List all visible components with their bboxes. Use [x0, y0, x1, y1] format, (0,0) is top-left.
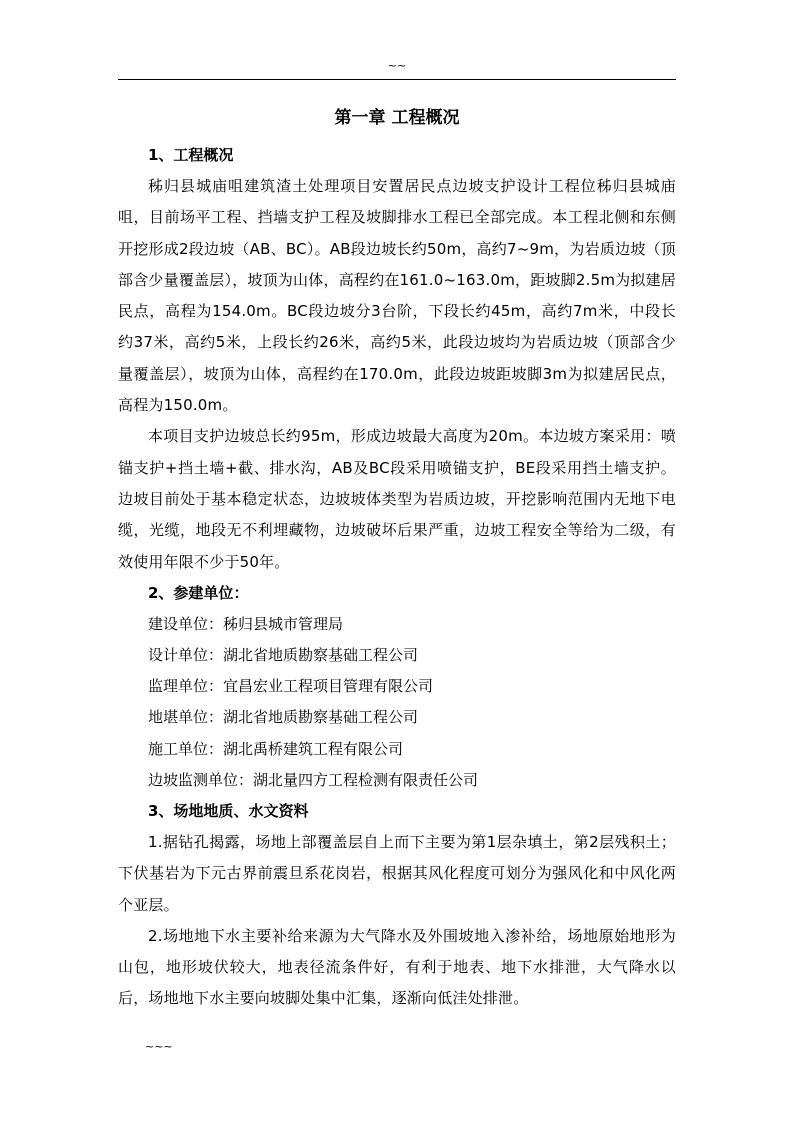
footer-mark: ~~~	[145, 1040, 173, 1053]
participant-survey: 地堪单位：湖北省地质勘察基础工程公司	[148, 708, 419, 727]
section-heading-participants: 2、参建单位：	[148, 583, 249, 602]
participant-designer: 设计单位：湖北省地质勘察基础工程公司	[148, 646, 419, 665]
overview-paragraph-2: 本项目支护边坡总长约95m，形成边坡最大高度为20m。本边坡方案采用：喷锚支护+挡土墙+截、排水沟，AB及BC段采用喷锚支护，BE段采用挡土墙支护。边坡目前处于基本稳定状态，边坡坡体类型为岩质边坡，开挖影响范围内无地下电缆，光缆，地段无不利埋藏物，边坡破坏后果严重，边坡工程安全等给为二级，有效使用年限不少于50年。	[118, 427, 676, 571]
participant-supervisor: 监理单位：宜昌宏业工程项目管理有限公司	[148, 677, 434, 696]
geology-paragraph-1: 1.据钻孔揭露，场地上部覆盖层自上而下主要为第1层杂填土，第2层残积土；下伏基岩为下元古界前震旦系花岗岩，根据其风化程度可划分为强风化和中风化两个亚层。	[118, 832, 676, 914]
document-body	[118, 140, 676, 1015]
header-mark: ~~	[387, 59, 407, 72]
participant-contractor: 施工单位：湖北禹桥建筑工程有限公司	[148, 739, 404, 758]
participant-list	[118, 609, 676, 796]
chapter-title: 第一章 工程概况	[334, 108, 460, 128]
header-rule	[118, 79, 676, 80]
geology-paragraph-2: 2.场地地下水主要补给来源为大气降水及外围坡地入渗补给，场地原始地形为山包，地形坡伏较大，地表径流条件好，有利于地表、地下水排泄，大气降水以后，场地地下水主要向坡脚处集中汇集，逐渐向低洼处排泄。	[118, 926, 676, 1008]
overview-paragraph-1: 秭归县城庙咀建筑渣土处理项目安置居民点边坡支护设计工程位秭归县城庙咀，目前场平工程、挡墙支护工程及坡脚排水工程已全部完成。本工程北侧和东侧开挖形成2段边坡（AB、BC）。AB段边坡长约50m，高约7~9m，为岩质边坡（顶部含少量覆盖层），坡顶为山体，高程约在161.0~163.0m，距坡脚2.5m为拟建居民点，高程为154.0m。BC段边坡分3台阶，下段长约45m，高约7m米，中段长约37米，高约5米，上段长约26米，高约5米，此段边坡均为岩质边坡（顶部含少量覆盖层），坡顶为山体，高程约在170.0m，此段边坡距坡脚3m为拟建居民点，高程为150.0m。	[118, 177, 676, 415]
participant-monitoring: 边坡监测单位：湖北量四方工程检测有限责任公司	[148, 770, 479, 789]
participant-owner: 建设单位：秭归县城市管理局	[148, 614, 344, 633]
section-heading-geology: 3、场地地质、水文资料	[148, 801, 309, 820]
section-heading-overview: 1、工程概况	[148, 146, 234, 164]
